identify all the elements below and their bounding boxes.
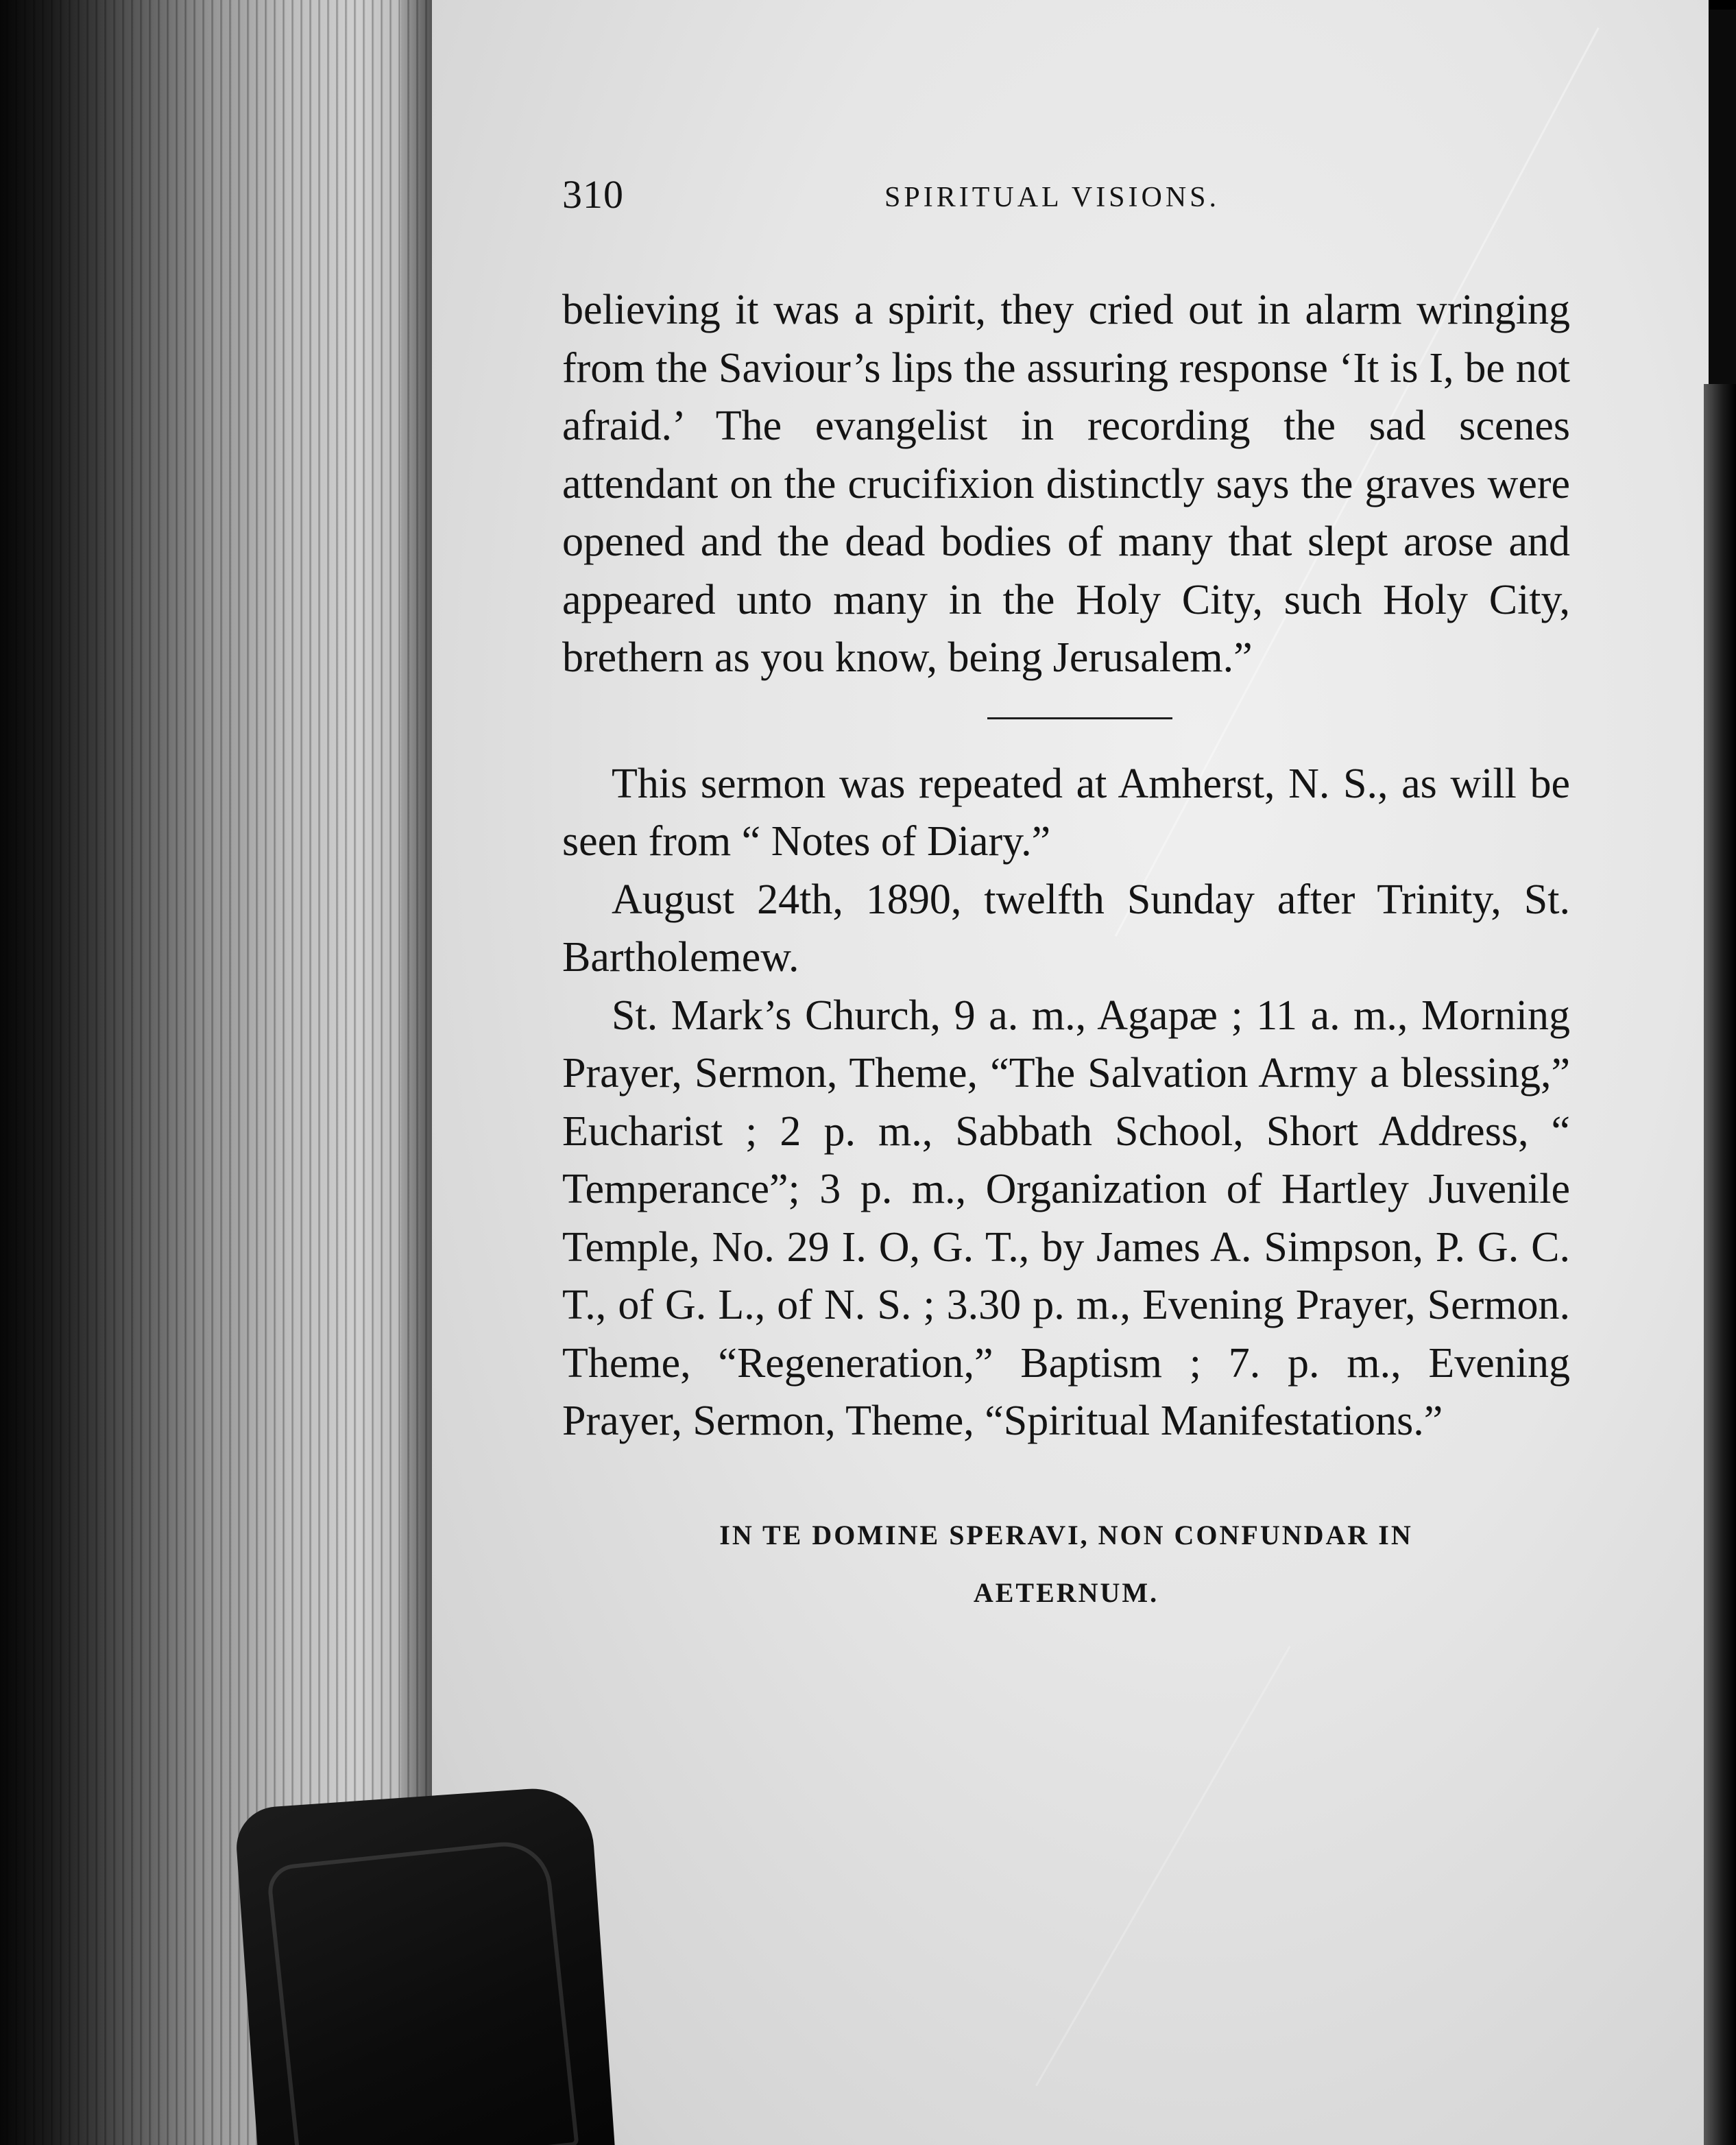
page-number: 310: [562, 172, 624, 217]
page-right-edge-shadow: [1704, 384, 1736, 2145]
motto-line: IN TE DOMINE SPERAVI, NON CONFUNDAR IN: [719, 1519, 1413, 1550]
paragraph-continued: believing it was a spirit, they cried out in alarm wringing from the Saviour’s lips the assuring response ‘It is I, be not afraid.’ The evangelist in recording the sad scenes attendant on the crucifixion distinctly says the graves were opened and the dead bodies of many that slept arose and appeared unto many in the Holy City, such Holy City, brethern as you know, being Jerusalem.”: [562, 287, 1570, 681]
section-rule: [987, 717, 1172, 719]
paragraph: August 24th, 1890, twelfth Sunday after Trinity, St. Bartholemew.: [562, 876, 1570, 981]
page-text: [562, 171, 1570, 1622]
paragraph: St. Mark’s Church, 9 a. m., Agapæ ; 11 a. m., Morning Prayer, Sermon, Theme, “The Salvation Army a blessing,” Eucharist ; 2 p. m., Sabbath School, Short Address, “ Temperance”; 3 p. m., Organization of Hartley Juvenile Temple, No. 29 I. O, G. T., by James A. Simpson, P. G. C. T., of G. L., of N. S. ; 3.30 p. m., Evening Prayer, Sermon. Theme, “Regeneration,” Baptism ; 7. p. m., Evening Prayer, Sermon, Theme, “Spiritual Manifestations.”: [562, 992, 1570, 1444]
body-text: [562, 281, 1570, 1450]
running-title: SPIRITUAL VISIONS.: [884, 182, 1220, 213]
motto-line: AETERNUM.: [973, 1577, 1159, 1608]
paragraph: This sermon was repeated at Amherst, N. S., as will be seen from “ Notes of Diary.”: [562, 760, 1570, 865]
running-head: [562, 171, 1570, 233]
latin-motto: [562, 1507, 1570, 1622]
thumbnail-highlight: [266, 1838, 579, 2145]
